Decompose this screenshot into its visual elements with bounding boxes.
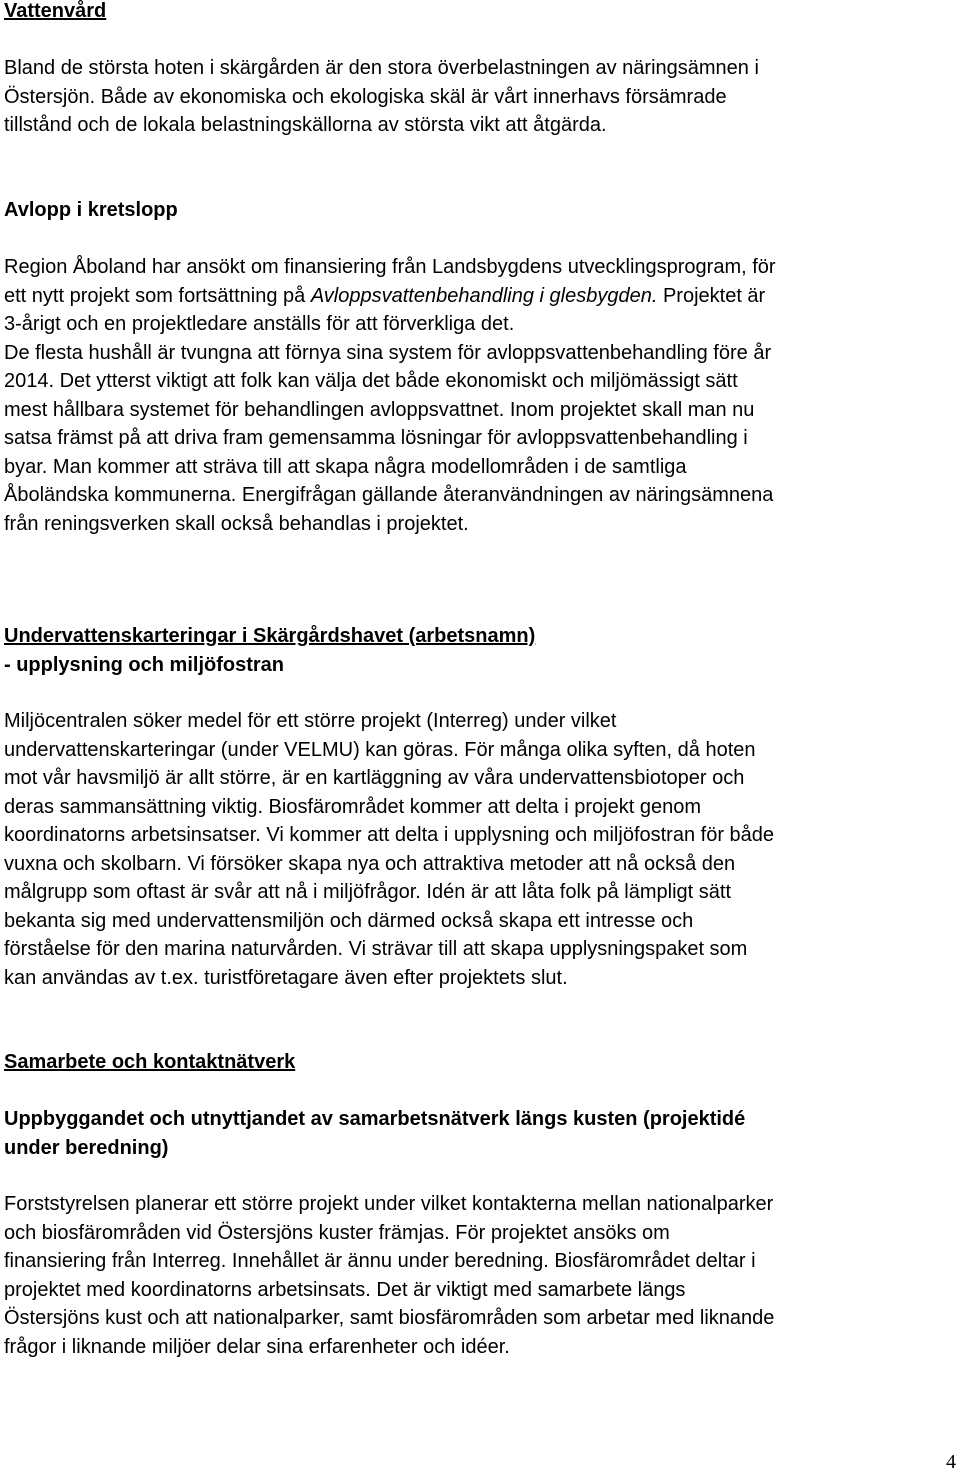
text-line [4,282,956,311]
heading-text: Avlopp i kretslopp [4,199,178,221]
text-line: 2014. Det ytterst viktigt att folk kan välja det både ekonomiskt och miljömässigt sätt [4,370,738,392]
paragraph-undervatten [4,707,956,992]
paragraph-vattenvard-intro [4,54,956,140]
subsection-heading-avlopp [4,196,956,225]
text-line: Östersjöns kust och att nationalparker, samt biosfärområden som arbetar med liknande [4,1307,775,1329]
text-line: från reningsverken skall också behandlas i projektet. [4,512,469,535]
text-line: Miljöcentralen söker medel för ett större projekt (Interreg) under vilket [4,710,617,732]
text-line: Forststyrelsen planerar ett större projekt under vilket kontakterna mellan nationalparker [4,1193,774,1215]
text-line: byar. Man kommer att sträva till att skapa några modellområden i de samtliga [4,455,687,478]
heading-text: Samarbete och kontaktnätverk [4,1051,296,1073]
text-line: Östersjön. Både av ekonomiska och ekologiska skäl är vårt innerhavs försämrade [4,85,727,108]
text-line: bekanta sig med undervattensmiljön och därmed också skapa ett intresse och [4,909,694,932]
paragraph-avlopp [4,253,956,538]
section-heading-undervatten [4,622,956,679]
section-heading-samarbete [4,1048,956,1077]
text-run: ett nytt projekt som fortsättning på [4,284,311,307]
text-line: projektet med koordinatorns arbetsinsats. Det är viktigt med samarbete längs [4,1278,686,1301]
page-number: 4 [946,1451,956,1473]
text-line: frågor i liknande miljöer delar sina erfarenheter och idéer. [4,1335,510,1358]
text-line: Åboländska kommunerna. Energifrågan gällande återanvändningen av näringsämnena [4,484,774,506]
text-line: satsa främst på att driva fram gemensamma lösningar för avloppsvattenbehandling i [4,427,748,449]
text-line: De flesta hushåll är tvungna att förnya sina system för avloppsvattenbehandling före år [4,341,772,364]
text-line: kan användas av t.ex. turistföretagare även efter projektets slut. [4,966,568,989]
text-line: mot vår havsmiljö är allt större, är en kartläggning av våra undervattensbiotoper och [4,767,745,789]
text-line: mest hållbara systemet för behandlingen avloppsvattnet. Inom projektet skall man nu [4,398,755,421]
text-line: Bland de största hoten i skärgården är den stora överbelastningen av näringsämnen i [4,57,759,79]
text-line: målgrupp som oftast är svår att nå i miljöfrågor. Idén är att låta folk på lämpligt sätt [4,881,732,903]
text-line: undervattenskarteringar (under VELMU) kan göras. För många olika syften, då hoten [4,738,756,761]
text-line: deras sammansättning viktig. Biosfärområdet kommer att delta i projekt genom [4,795,701,818]
heading-text: Undervattenskarteringar i Skärgårdshavet (arbetsnamn) [4,625,536,647]
heading-text: Uppbyggandet och utnyttjandet av samarbetsnätverk längs kusten (projektidé [4,1108,746,1130]
text-line: koordinatorns arbetsinsatser. Vi kommer att delta i upplysning och miljöfostran för både [4,824,775,846]
text-run: Projektet är [657,284,766,307]
heading-text: under beredning) [4,1136,169,1159]
heading-text: - upplysning och miljöfostran [4,653,284,676]
text-line: 3-årigt och en projektledare anställs för att förverkliga det. [4,313,515,335]
text-line: finansiering från Interreg. Innehållet är ännu under beredning. Biosfärområdet deltar i [4,1250,756,1272]
text-line: Region Åboland har ansökt om finansiering från Landsbygdens utvecklingsprogram, för [4,256,776,278]
section-heading-vattenvard [4,0,956,26]
subsection-heading-samarbetsnatverk [4,1105,956,1162]
text-line: förståelse för den marina naturvården. Vi strävar till att skapa upplysningspaket som [4,938,748,960]
text-line: vuxna och skolbarn. Vi försöker skapa nya och attraktiva metoder att nå också den [4,852,736,875]
project-name-italic: Avloppsvattenbehandling i glesbygden. [310,284,658,307]
text-line: tillstånd och de lokala belastningskällorna av största vikt att åtgärda. [4,114,607,136]
paragraph-samarbete [4,1190,956,1361]
heading-text: Vattenvård [4,0,107,22]
text-line: och biosfärområden vid Östersjöns kuster främjas. För projektet ansöks om [4,1221,670,1244]
